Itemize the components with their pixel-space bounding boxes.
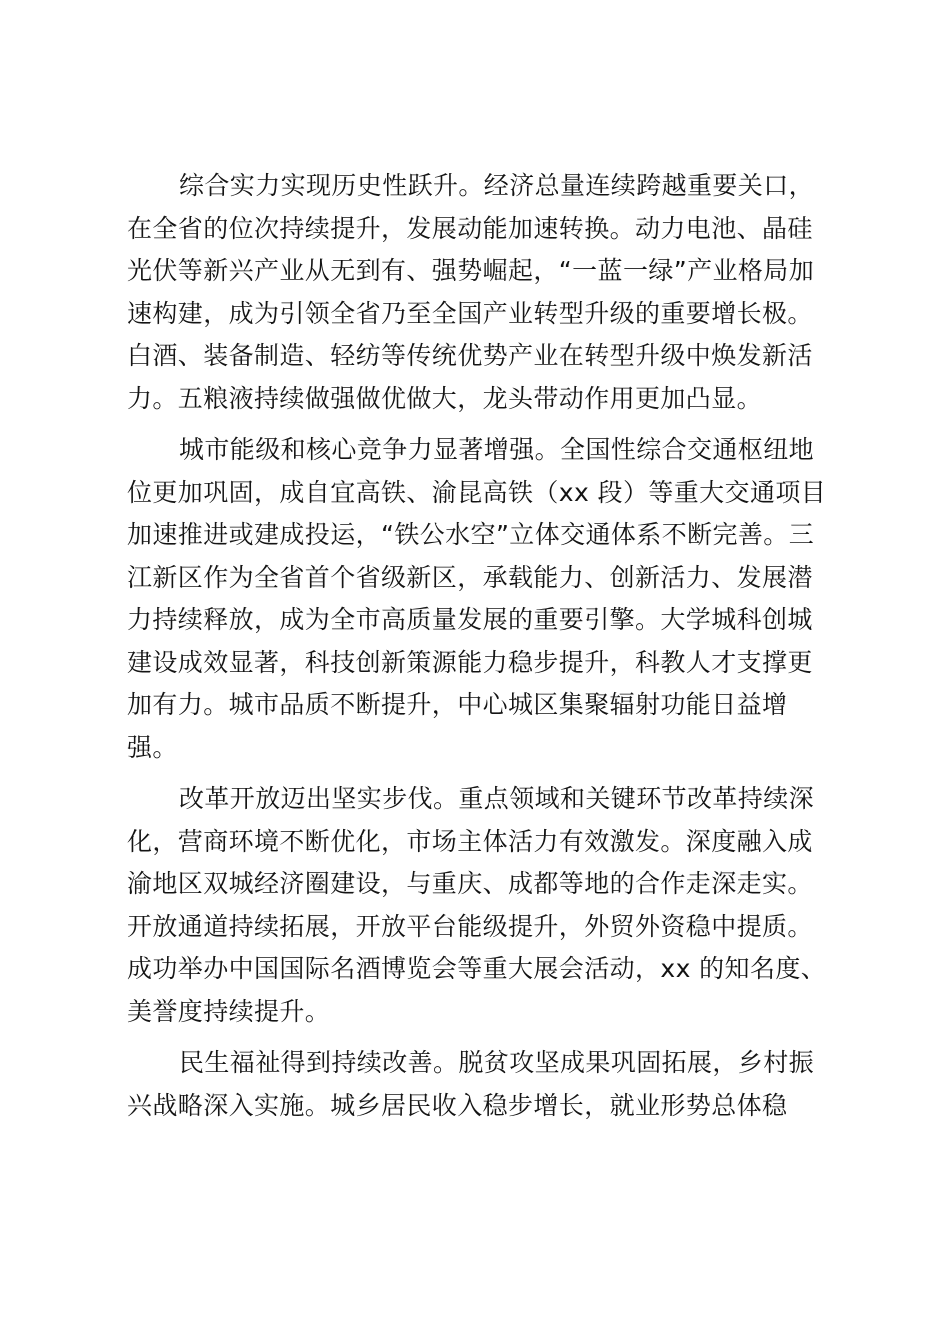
text-line: 力持续释放，成为全市高质量发展的重要引擎。大学城科创城	[127, 605, 813, 634]
text-line: 位更加巩固，成自宜高铁、渝昆高铁（xx 段）等重大交通项目	[127, 477, 827, 507]
text-line: 江新区作为全省首个省级新区，承载能力、创新活力、发展潜	[127, 562, 813, 592]
text-line: 强。	[127, 732, 178, 762]
text-line: 改革开放迈出坚实步伐。重点领域和关键环节改革持续深	[179, 784, 815, 813]
text-line: 光伏等新兴产业从无到有、强势崛起，“一蓝一绿”产业格局加	[127, 256, 815, 285]
text-line: 民生福祉得到持续改善。脱贫攻坚成果巩固拓展，乡村振	[179, 1048, 815, 1077]
paragraph-city-competitiveness	[127, 429, 827, 769]
text-line: 加速推进或建成投运，“铁公水空”立体交通体系不断完善。三	[127, 520, 815, 549]
text-line: 速构建，成为引领全省乃至全国产业转型升级的重要增长极。	[127, 298, 813, 328]
text-line: 化，营商环境不断优化，市场主体活力有效激发。深度融入成	[127, 826, 813, 856]
text-line: 建设成效显著，科技创新策源能力稳步提升，科教人才支撑更	[127, 647, 813, 677]
text-line: 开放通道持续拓展，开放平台能级提升，外贸外资稳中提质。	[127, 911, 813, 941]
paragraph-livelihood	[127, 1042, 827, 1127]
text-line: 兴战略深入实施。城乡居民收入稳步增长，就业形势总体稳	[127, 1090, 788, 1120]
text-line: 白酒、装备制造、轻纺等传统优势产业在转型升级中焕发新活	[127, 341, 813, 370]
text-line: 在全省的位次持续提升，发展动能加速转换。动力电池、晶硅	[127, 213, 813, 243]
paragraph-reform-opening	[127, 778, 827, 1033]
text-line: 加有力。城市品质不断提升，中心城区集聚辐射功能日益增	[127, 690, 788, 719]
text-line: 力。五粮液持续做强做优做大，龙头带动作用更加凸显。	[127, 383, 763, 413]
text-line: 综合实力实现历史性跃升。经济总量连续跨越重要关口，	[179, 171, 815, 200]
text-line: 成功举办中国国际名酒博览会等重大展会活动，xx 的知名度、	[127, 954, 827, 983]
text-line: 城市能级和核心竞争力显著增强。全国性综合交通枢纽地	[179, 435, 815, 464]
text-line: 渝地区双城经济圈建设，与重庆、成都等地的合作走深走实。	[127, 869, 813, 898]
paragraph-overall-strength	[127, 165, 827, 420]
text-line: 美誉度持续提升。	[127, 996, 331, 1026]
document-body	[127, 165, 827, 1136]
